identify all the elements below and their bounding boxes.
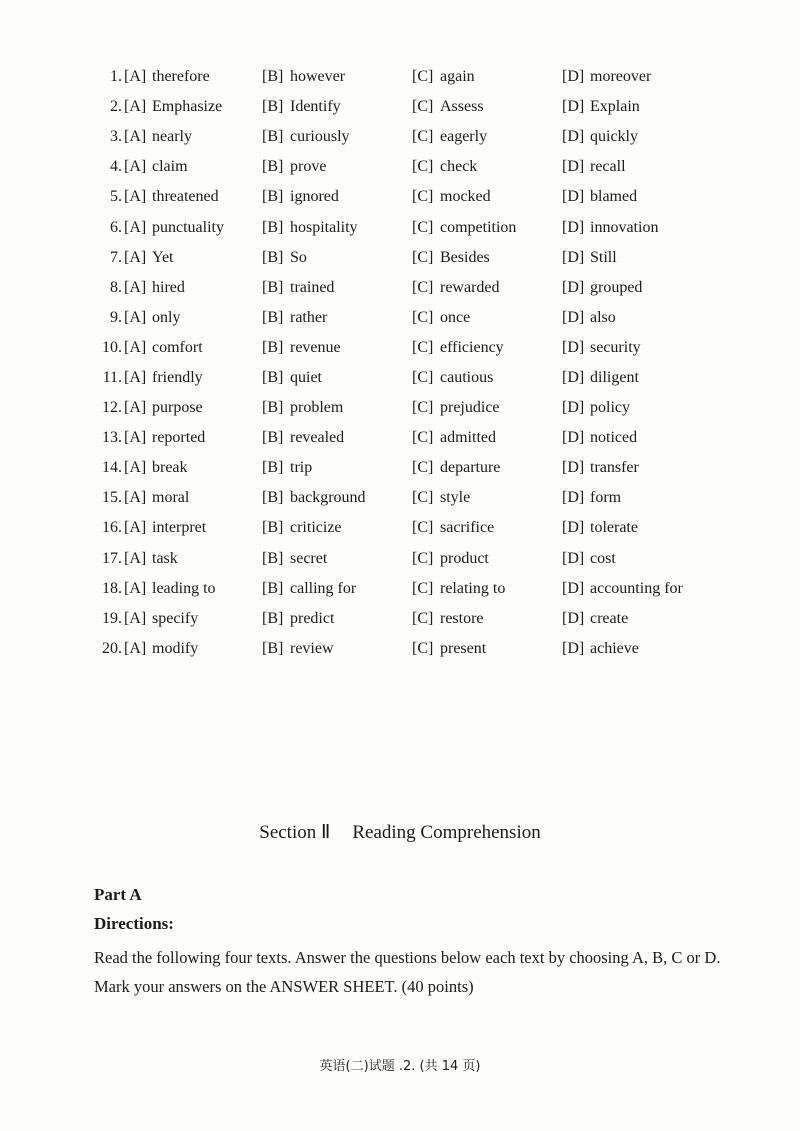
option-letter: [B] <box>262 489 284 507</box>
option-word: prejudice <box>440 399 500 417</box>
option-letter: [A] <box>124 368 147 386</box>
question-row <box>92 483 752 513</box>
option-word: security <box>590 338 641 356</box>
option-d <box>562 98 732 116</box>
option-c <box>412 339 562 357</box>
question-number: 17. <box>102 549 122 567</box>
question-row <box>92 363 752 393</box>
option-c <box>412 219 562 237</box>
option-letter: [C] <box>412 188 434 206</box>
directions-text: Read the following four texts. Answer the questions below each text by choosing A, B, C or D. Mark your answers on the ANSWER SHEET. (40 points) <box>94 948 721 996</box>
question-row <box>92 574 752 604</box>
option-letter: [A] <box>124 549 147 567</box>
question-row <box>92 634 752 664</box>
option-a <box>92 459 262 477</box>
option-letter: [A] <box>124 338 147 356</box>
option-c <box>412 429 562 447</box>
question-row <box>92 513 752 543</box>
option-word: problem <box>290 399 344 417</box>
option-letter: [B] <box>262 68 284 86</box>
option-letter: [D] <box>562 128 585 146</box>
option-word: eagerly <box>440 128 488 146</box>
option-b <box>262 550 412 568</box>
question-number: 15. <box>102 489 122 507</box>
option-word: however <box>290 68 346 86</box>
option-letter: [A] <box>124 218 147 236</box>
option-word: break <box>152 459 188 477</box>
answer-options-list <box>92 62 752 664</box>
option-word: again <box>440 68 475 86</box>
question-number: 12. <box>102 399 122 417</box>
option-a <box>92 640 262 658</box>
option-word: nearly <box>152 128 192 146</box>
option-letter: [D] <box>562 489 585 507</box>
option-letter: [B] <box>262 188 284 206</box>
option-a <box>92 128 262 146</box>
option-letter: [D] <box>562 609 585 627</box>
option-letter: [B] <box>262 158 284 176</box>
option-letter: [C] <box>412 368 434 386</box>
option-word: Besides <box>440 248 490 266</box>
option-word: check <box>440 158 478 176</box>
question-number: 9. <box>110 308 122 326</box>
option-d <box>562 249 732 267</box>
option-word: departure <box>440 459 501 477</box>
option-c <box>412 580 562 598</box>
option-letter: [A] <box>124 308 147 326</box>
option-word: Explain <box>590 98 640 116</box>
option-word: noticed <box>590 429 638 447</box>
option-letter: [A] <box>124 248 147 266</box>
option-word: admitted <box>440 429 496 447</box>
option-word: prove <box>290 158 327 176</box>
option-letter: [B] <box>262 98 284 116</box>
option-letter: [B] <box>262 248 284 266</box>
option-letter: [C] <box>412 248 434 266</box>
option-word: sacrifice <box>440 519 495 537</box>
option-word: ignored <box>290 188 339 206</box>
option-letter: [C] <box>412 218 434 236</box>
option-word: product <box>440 549 489 567</box>
option-word: create <box>590 609 629 627</box>
option-c <box>412 369 562 387</box>
part-heading: Part A <box>94 885 142 904</box>
option-letter: [A] <box>124 68 147 86</box>
option-word: So <box>290 248 307 266</box>
option-word: relating to <box>440 579 506 597</box>
option-word: moral <box>152 489 190 507</box>
option-b <box>262 369 412 387</box>
option-b <box>262 68 412 86</box>
option-letter: [D] <box>562 459 585 477</box>
option-letter: [B] <box>262 399 284 417</box>
option-d <box>562 219 732 237</box>
option-b <box>262 489 412 507</box>
option-letter: [A] <box>124 399 147 417</box>
option-a <box>92 550 262 568</box>
option-word: comfort <box>152 338 203 356</box>
option-word: cautious <box>440 368 494 386</box>
option-word: therefore <box>152 68 210 86</box>
option-word: modify <box>152 639 199 657</box>
option-letter: [D] <box>562 98 585 116</box>
option-b <box>262 459 412 477</box>
option-d <box>562 369 732 387</box>
option-d <box>562 339 732 357</box>
option-letter: [A] <box>124 429 147 447</box>
option-word: leading to <box>152 579 216 597</box>
option-word: accounting for <box>590 579 683 597</box>
option-letter: [C] <box>412 609 434 627</box>
option-b <box>262 279 412 297</box>
option-d <box>562 640 732 658</box>
option-c <box>412 309 562 327</box>
option-letter: [C] <box>412 549 434 567</box>
option-letter: [C] <box>412 308 434 326</box>
option-letter: [B] <box>262 338 284 356</box>
option-a <box>92 98 262 116</box>
option-b <box>262 249 412 267</box>
option-a <box>92 369 262 387</box>
option-letter: [B] <box>262 278 284 296</box>
option-b <box>262 158 412 176</box>
question-number: 6. <box>110 218 122 236</box>
option-word: threatened <box>152 188 219 206</box>
question-number: 2. <box>110 98 122 116</box>
option-c <box>412 519 562 537</box>
question-number: 8. <box>110 278 122 296</box>
option-a <box>92 249 262 267</box>
option-c <box>412 399 562 417</box>
option-a <box>92 399 262 417</box>
option-word: trained <box>290 278 335 296</box>
question-row <box>92 212 752 242</box>
option-letter: [A] <box>124 128 147 146</box>
option-word: reported <box>152 429 206 447</box>
option-word: recall <box>590 158 626 176</box>
option-word: blamed <box>590 188 638 206</box>
option-word: secret <box>290 549 328 567</box>
option-c <box>412 98 562 116</box>
option-word: diligent <box>590 368 639 386</box>
option-word: specify <box>152 609 199 627</box>
option-c <box>412 489 562 507</box>
option-d <box>562 489 732 507</box>
option-a <box>92 519 262 537</box>
question-row <box>92 544 752 574</box>
option-b <box>262 610 412 628</box>
option-d <box>562 279 732 297</box>
option-a <box>92 309 262 327</box>
option-c <box>412 188 562 206</box>
option-letter: [D] <box>562 399 585 417</box>
option-word: predict <box>290 609 335 627</box>
option-word: policy <box>590 399 630 417</box>
option-letter: [A] <box>124 579 147 597</box>
option-word: revealed <box>290 429 345 447</box>
option-letter: [D] <box>562 429 585 447</box>
option-letter: [D] <box>562 338 585 356</box>
question-row <box>92 243 752 273</box>
option-a <box>92 68 262 86</box>
option-word: Still <box>590 248 617 266</box>
option-word: Emphasize <box>152 98 223 116</box>
option-d <box>562 459 732 477</box>
question-number: 7. <box>110 248 122 266</box>
option-letter: [C] <box>412 98 434 116</box>
option-letter: [B] <box>262 609 284 627</box>
question-row <box>92 182 752 212</box>
option-word: competition <box>440 218 517 236</box>
option-letter: [C] <box>412 338 434 356</box>
option-letter: [C] <box>412 158 434 176</box>
option-c <box>412 249 562 267</box>
option-word: restore <box>440 609 484 627</box>
option-letter: [A] <box>124 459 147 477</box>
option-letter: [D] <box>562 579 585 597</box>
option-letter: [A] <box>124 98 147 116</box>
option-word: Yet <box>152 248 174 266</box>
option-letter: [A] <box>124 489 147 507</box>
option-d <box>562 429 732 447</box>
option-letter: [C] <box>412 128 434 146</box>
option-word: tolerate <box>590 519 638 537</box>
option-word: achieve <box>590 639 639 657</box>
question-number: 16. <box>102 519 122 537</box>
question-row <box>92 62 752 92</box>
option-d <box>562 128 732 146</box>
option-word: mocked <box>440 188 491 206</box>
option-letter: [C] <box>412 459 434 477</box>
option-a <box>92 339 262 357</box>
option-letter: [C] <box>412 579 434 597</box>
option-d <box>562 68 732 86</box>
option-word: cost <box>590 549 616 567</box>
option-word: Assess <box>440 98 484 116</box>
option-d <box>562 188 732 206</box>
question-number: 14. <box>102 459 122 477</box>
option-b <box>262 219 412 237</box>
option-letter: [D] <box>562 218 585 236</box>
option-letter: [D] <box>562 68 585 86</box>
option-letter: [B] <box>262 429 284 447</box>
option-letter: [D] <box>562 158 585 176</box>
option-a <box>92 219 262 237</box>
option-a <box>92 489 262 507</box>
option-word: Identify <box>290 98 341 116</box>
option-word: quickly <box>590 128 638 146</box>
question-row <box>92 152 752 182</box>
option-word: background <box>290 489 366 507</box>
question-row <box>92 333 752 363</box>
option-d <box>562 580 732 598</box>
option-a <box>92 188 262 206</box>
option-c <box>412 550 562 568</box>
option-letter: [A] <box>124 519 147 537</box>
option-word: claim <box>152 158 188 176</box>
option-letter: [B] <box>262 368 284 386</box>
question-number: 1. <box>110 68 122 86</box>
option-letter: [D] <box>562 519 585 537</box>
option-word: efficiency <box>440 338 504 356</box>
question-row <box>92 423 752 453</box>
option-word: interpret <box>152 519 207 537</box>
option-letter: [A] <box>124 188 147 206</box>
option-b <box>262 429 412 447</box>
question-row <box>92 92 752 122</box>
option-word: criticize <box>290 519 342 537</box>
option-c <box>412 279 562 297</box>
question-number: 19. <box>102 609 122 627</box>
option-word: rewarded <box>440 278 500 296</box>
question-number: 5. <box>110 188 122 206</box>
option-letter: [C] <box>412 399 434 417</box>
option-word: curiously <box>290 128 350 146</box>
option-b <box>262 188 412 206</box>
option-letter: [D] <box>562 308 585 326</box>
option-letter: [B] <box>262 308 284 326</box>
option-b <box>262 519 412 537</box>
option-letter: [B] <box>262 639 284 657</box>
question-row <box>92 604 752 634</box>
option-b <box>262 98 412 116</box>
option-letter: [A] <box>124 639 147 657</box>
question-row <box>92 273 752 303</box>
option-word: purpose <box>152 399 203 417</box>
option-letter: [C] <box>412 278 434 296</box>
option-letter: [B] <box>262 549 284 567</box>
option-letter: [A] <box>124 609 147 627</box>
option-c <box>412 610 562 628</box>
page-footer: 英语(二)试题 .2. (共 14 页) <box>319 1059 481 1074</box>
option-word: review <box>290 639 334 657</box>
option-word: quiet <box>290 368 322 386</box>
option-letter: [B] <box>262 519 284 537</box>
option-letter: [C] <box>412 519 434 537</box>
option-word: revenue <box>290 338 341 356</box>
option-c <box>412 128 562 146</box>
option-b <box>262 339 412 357</box>
option-word: punctuality <box>152 218 224 236</box>
option-a <box>92 279 262 297</box>
option-d <box>562 309 732 327</box>
option-word: hired <box>152 278 185 296</box>
option-word: task <box>152 549 178 567</box>
directions-heading: Directions: <box>94 914 174 933</box>
option-word: once <box>440 308 471 326</box>
option-a <box>92 429 262 447</box>
option-letter: [B] <box>262 128 284 146</box>
option-word: calling for <box>290 579 357 597</box>
option-letter: [D] <box>562 639 585 657</box>
option-letter: [B] <box>262 218 284 236</box>
option-letter: [A] <box>124 278 147 296</box>
option-word: trip <box>290 459 313 477</box>
option-d <box>562 158 732 176</box>
option-c <box>412 68 562 86</box>
option-b <box>262 128 412 146</box>
option-d <box>562 519 732 537</box>
option-a <box>92 580 262 598</box>
option-a <box>92 610 262 628</box>
option-letter: [B] <box>262 579 284 597</box>
option-word: moreover <box>590 68 652 86</box>
option-word: form <box>590 489 622 507</box>
question-number: 4. <box>110 158 122 176</box>
question-row <box>92 393 752 423</box>
section-number: Section Ⅱ <box>259 822 331 843</box>
option-word: grouped <box>590 278 643 296</box>
question-number: 3. <box>110 128 122 146</box>
option-a <box>92 158 262 176</box>
option-word: present <box>440 639 487 657</box>
question-row <box>92 122 752 152</box>
option-b <box>262 640 412 658</box>
option-letter: [D] <box>562 248 585 266</box>
question-row <box>92 303 752 333</box>
section-title <box>0 821 800 844</box>
question-number: 13. <box>102 429 122 447</box>
option-letter: [D] <box>562 549 585 567</box>
option-letter: [C] <box>412 639 434 657</box>
option-letter: [C] <box>412 429 434 447</box>
option-word: innovation <box>590 218 659 236</box>
option-word: style <box>440 489 471 507</box>
question-number: 11. <box>102 368 122 386</box>
question-row <box>92 453 752 483</box>
option-word: transfer <box>590 459 639 477</box>
option-c <box>412 158 562 176</box>
option-letter: [C] <box>412 489 434 507</box>
option-word: also <box>590 308 616 326</box>
option-b <box>262 580 412 598</box>
option-word: friendly <box>152 368 203 386</box>
option-letter: [C] <box>412 68 434 86</box>
option-letter: [D] <box>562 278 585 296</box>
question-number: 18. <box>102 579 122 597</box>
option-c <box>412 640 562 658</box>
option-d <box>562 399 732 417</box>
option-d <box>562 550 732 568</box>
option-d <box>562 610 732 628</box>
option-word: rather <box>290 308 328 326</box>
option-word: only <box>152 308 181 326</box>
option-b <box>262 399 412 417</box>
option-word: hospitality <box>290 218 358 236</box>
section-name: Reading Comprehension <box>352 822 541 843</box>
option-letter: [B] <box>262 459 284 477</box>
option-letter: [D] <box>562 368 585 386</box>
question-number: 10. <box>102 338 122 356</box>
option-letter: [D] <box>562 188 585 206</box>
question-number: 20. <box>102 639 122 657</box>
option-letter: [A] <box>124 158 147 176</box>
option-b <box>262 309 412 327</box>
option-c <box>412 459 562 477</box>
